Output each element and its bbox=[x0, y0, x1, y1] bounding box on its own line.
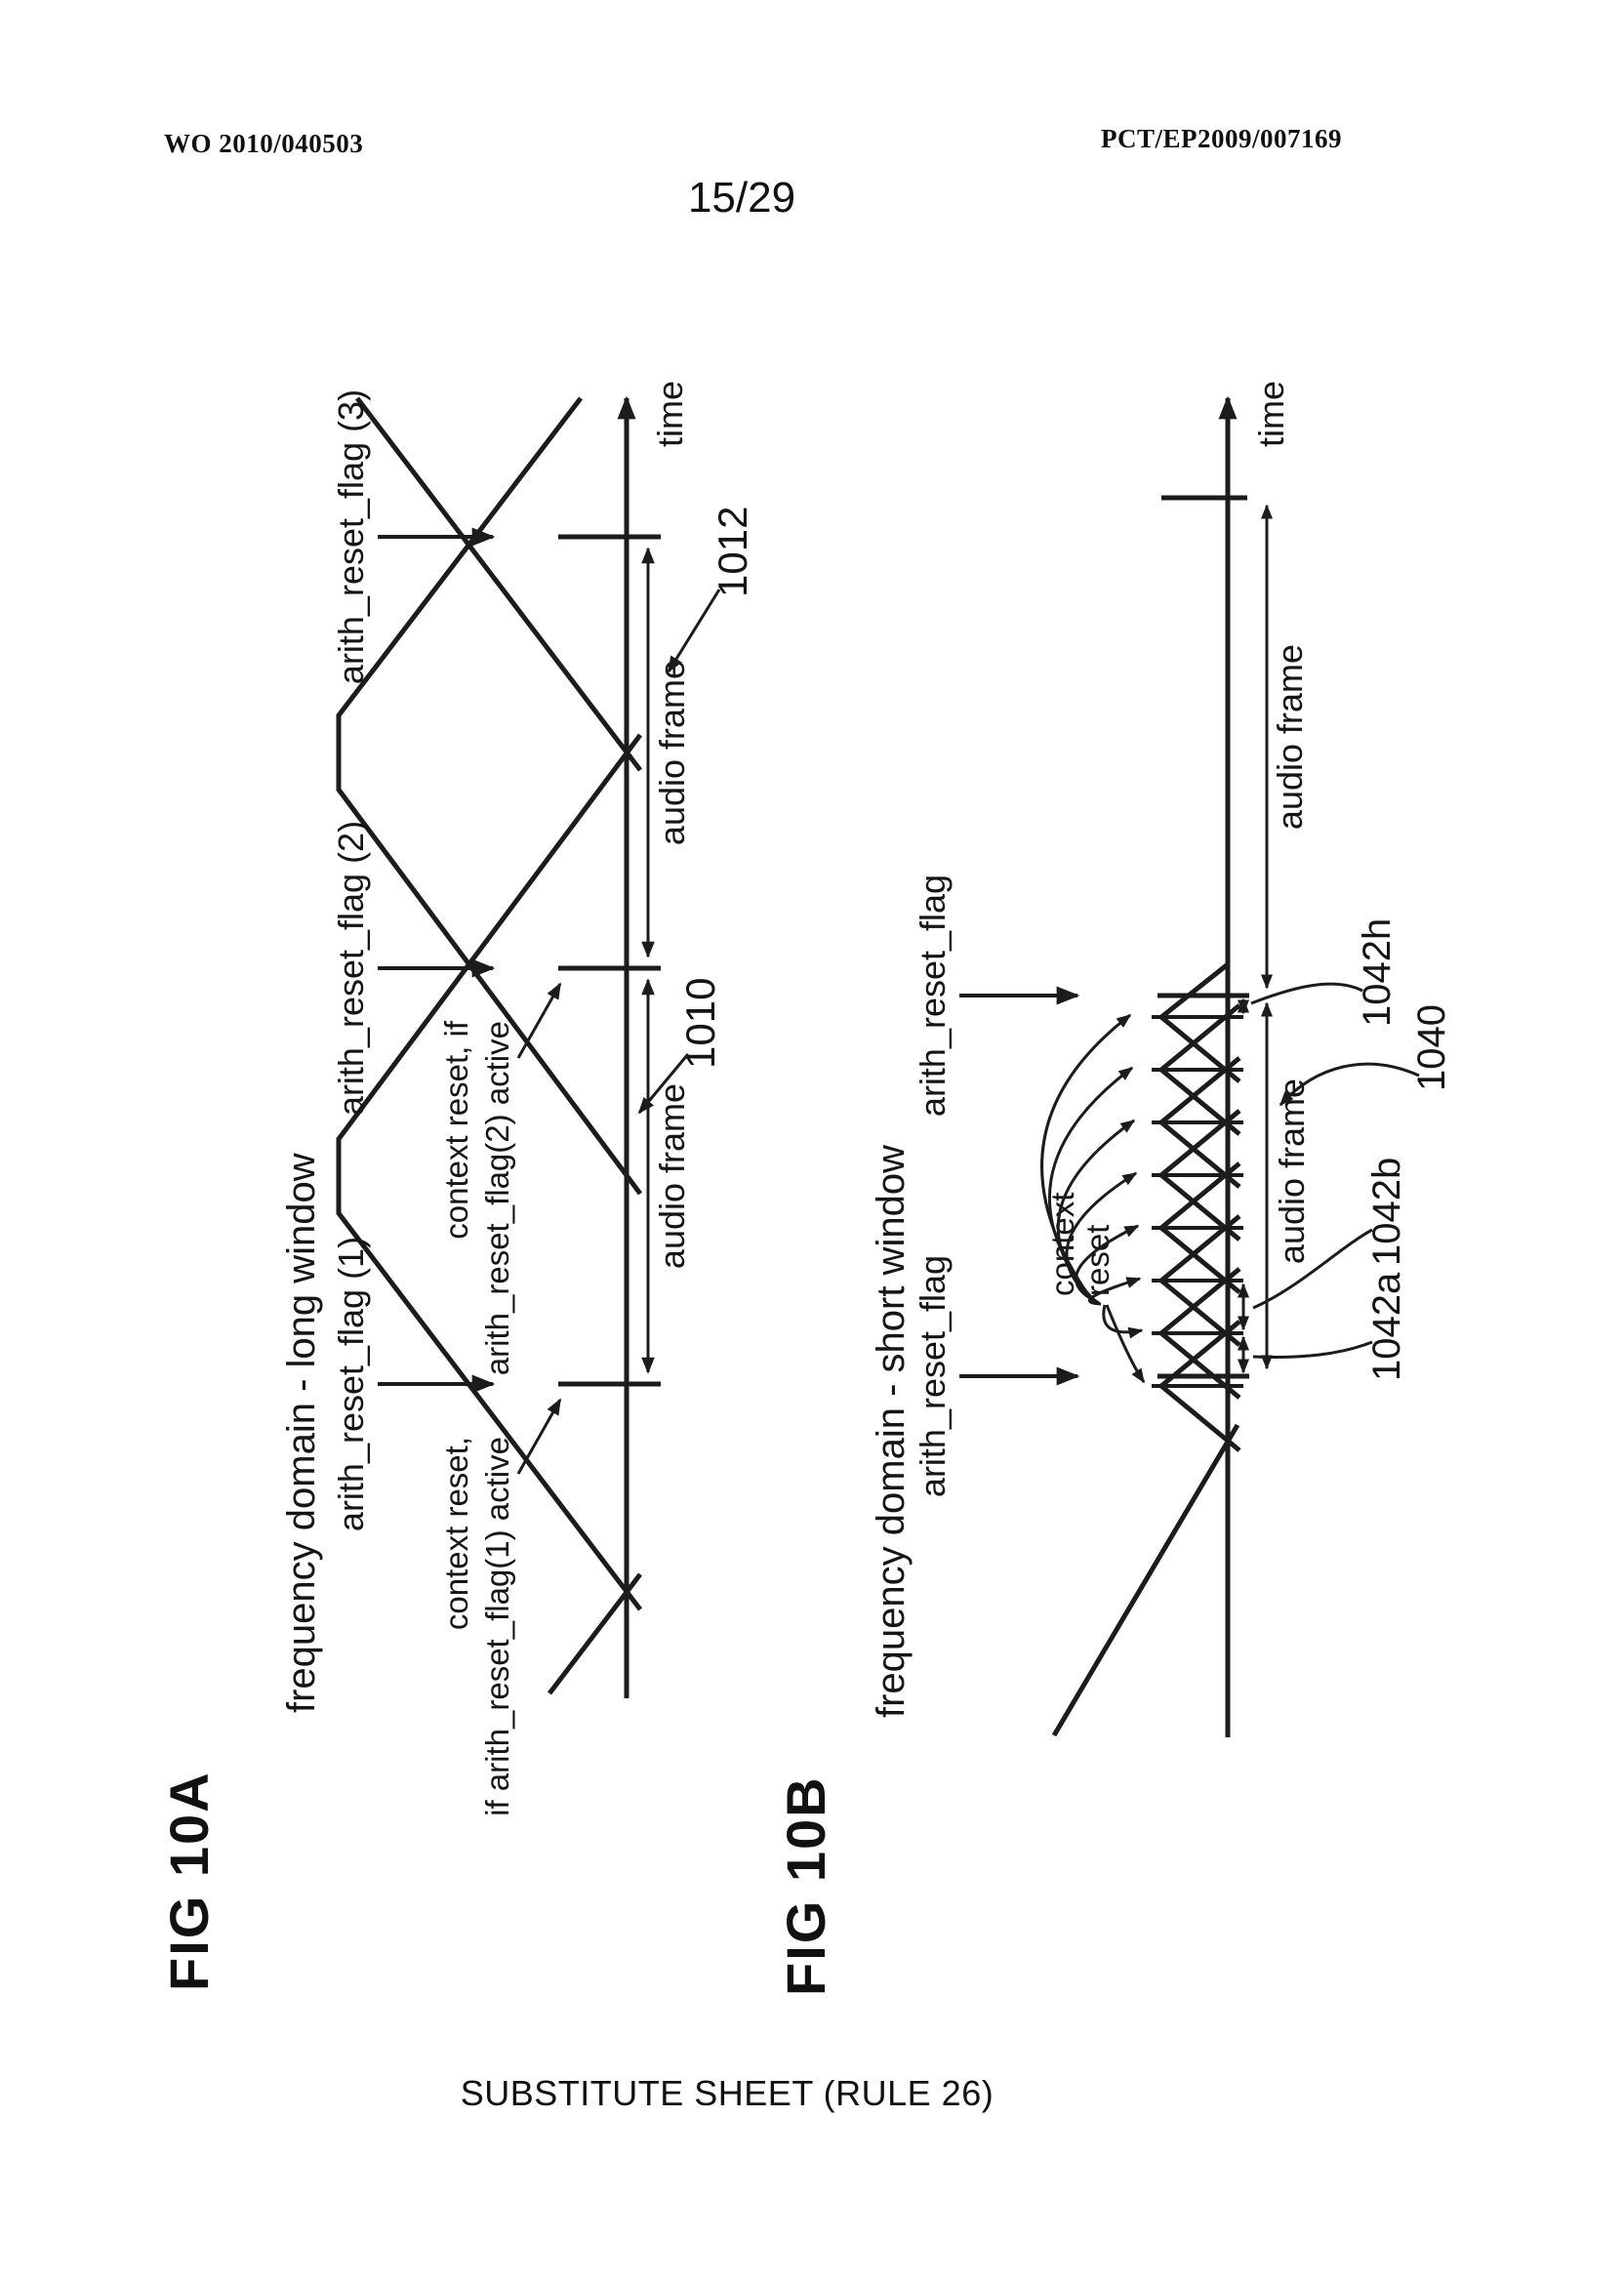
fig-a-audio-frame-1: audio frame bbox=[652, 1082, 692, 1270]
fig-b-context-label-line1: context bbox=[1044, 1192, 1080, 1296]
fig-a-annotation1-arrow bbox=[518, 1400, 560, 1474]
fig-a-caption: FIG 10A bbox=[158, 1771, 220, 1991]
fig-a-ref-1012-arrow bbox=[669, 590, 719, 672]
fig-a-ref-1010: 1010 bbox=[677, 977, 723, 1069]
fig-b-caption: FIG 10B bbox=[775, 1775, 836, 1996]
fig-b-time-label: time bbox=[1251, 380, 1291, 447]
fig-b-ref-1042h: 1042h bbox=[1356, 917, 1399, 1027]
fig-a-annotation2-arrow bbox=[518, 984, 560, 1058]
fig-b-title: frequency domain - short window bbox=[870, 1145, 913, 1718]
fig-b-flag1-label: arith_reset_flag bbox=[913, 1254, 953, 1498]
application-number: PCT/EP2009/007169 bbox=[1101, 124, 1343, 153]
fig-b-audio-frame-1: audio frame bbox=[1272, 1078, 1312, 1265]
fig-b-ref-1042b: 1042b bbox=[1365, 1157, 1408, 1266]
fig-b-window-tail bbox=[1054, 1425, 1238, 1735]
publication-number: WO 2010/040503 bbox=[164, 129, 364, 158]
fig-a-time-label: time bbox=[650, 380, 690, 447]
fig-b-ref-1042a-leader bbox=[1253, 1342, 1372, 1357]
fig-b-context-label-line2: reset bbox=[1079, 1224, 1116, 1296]
footer-substitute-sheet: SUBSTITUTE SHEET (RULE 26) bbox=[460, 2073, 995, 2113]
fig-a-ref-1012: 1012 bbox=[710, 506, 755, 597]
fig-a-flag1-label: arith_reset_flag (1) bbox=[331, 1236, 371, 1532]
page-number: 15/29 bbox=[687, 174, 796, 222]
fig-a-audio-frame-2: audio frame bbox=[652, 659, 692, 846]
fig-b-flag2-label: arith_reset_flag bbox=[913, 874, 953, 1118]
fig-a-window-3 bbox=[357, 398, 640, 770]
fig-b-ref-1042a: 1042a bbox=[1365, 1272, 1408, 1381]
fig-a-annotation1-line2: if arith_reset_flag(1) active bbox=[479, 1437, 515, 1816]
fig-b-ref-1040: 1040 bbox=[1410, 1004, 1453, 1091]
fig-a-annotation1-line1: context reset, bbox=[438, 1437, 474, 1631]
fig-b-audio-frame-2: audio frame bbox=[1270, 643, 1310, 831]
fig-a-annotation2-line1: context reset, if bbox=[438, 1021, 474, 1240]
fig-a-annotation2-line2: arith_reset_flag(2) active bbox=[479, 1021, 515, 1376]
fig-a-flag2-label: arith_reset_flag (2) bbox=[331, 820, 371, 1117]
fig-a-title: frequency domain - long window bbox=[280, 1153, 323, 1713]
fig-a-flag3-label: arith_reset_flag (3) bbox=[331, 388, 371, 685]
fig-b-context-arrow-1 bbox=[1107, 1305, 1144, 1382]
figure-10b-diagram bbox=[808, 252, 1482, 1796]
figure-10a-diagram bbox=[222, 252, 768, 1816]
